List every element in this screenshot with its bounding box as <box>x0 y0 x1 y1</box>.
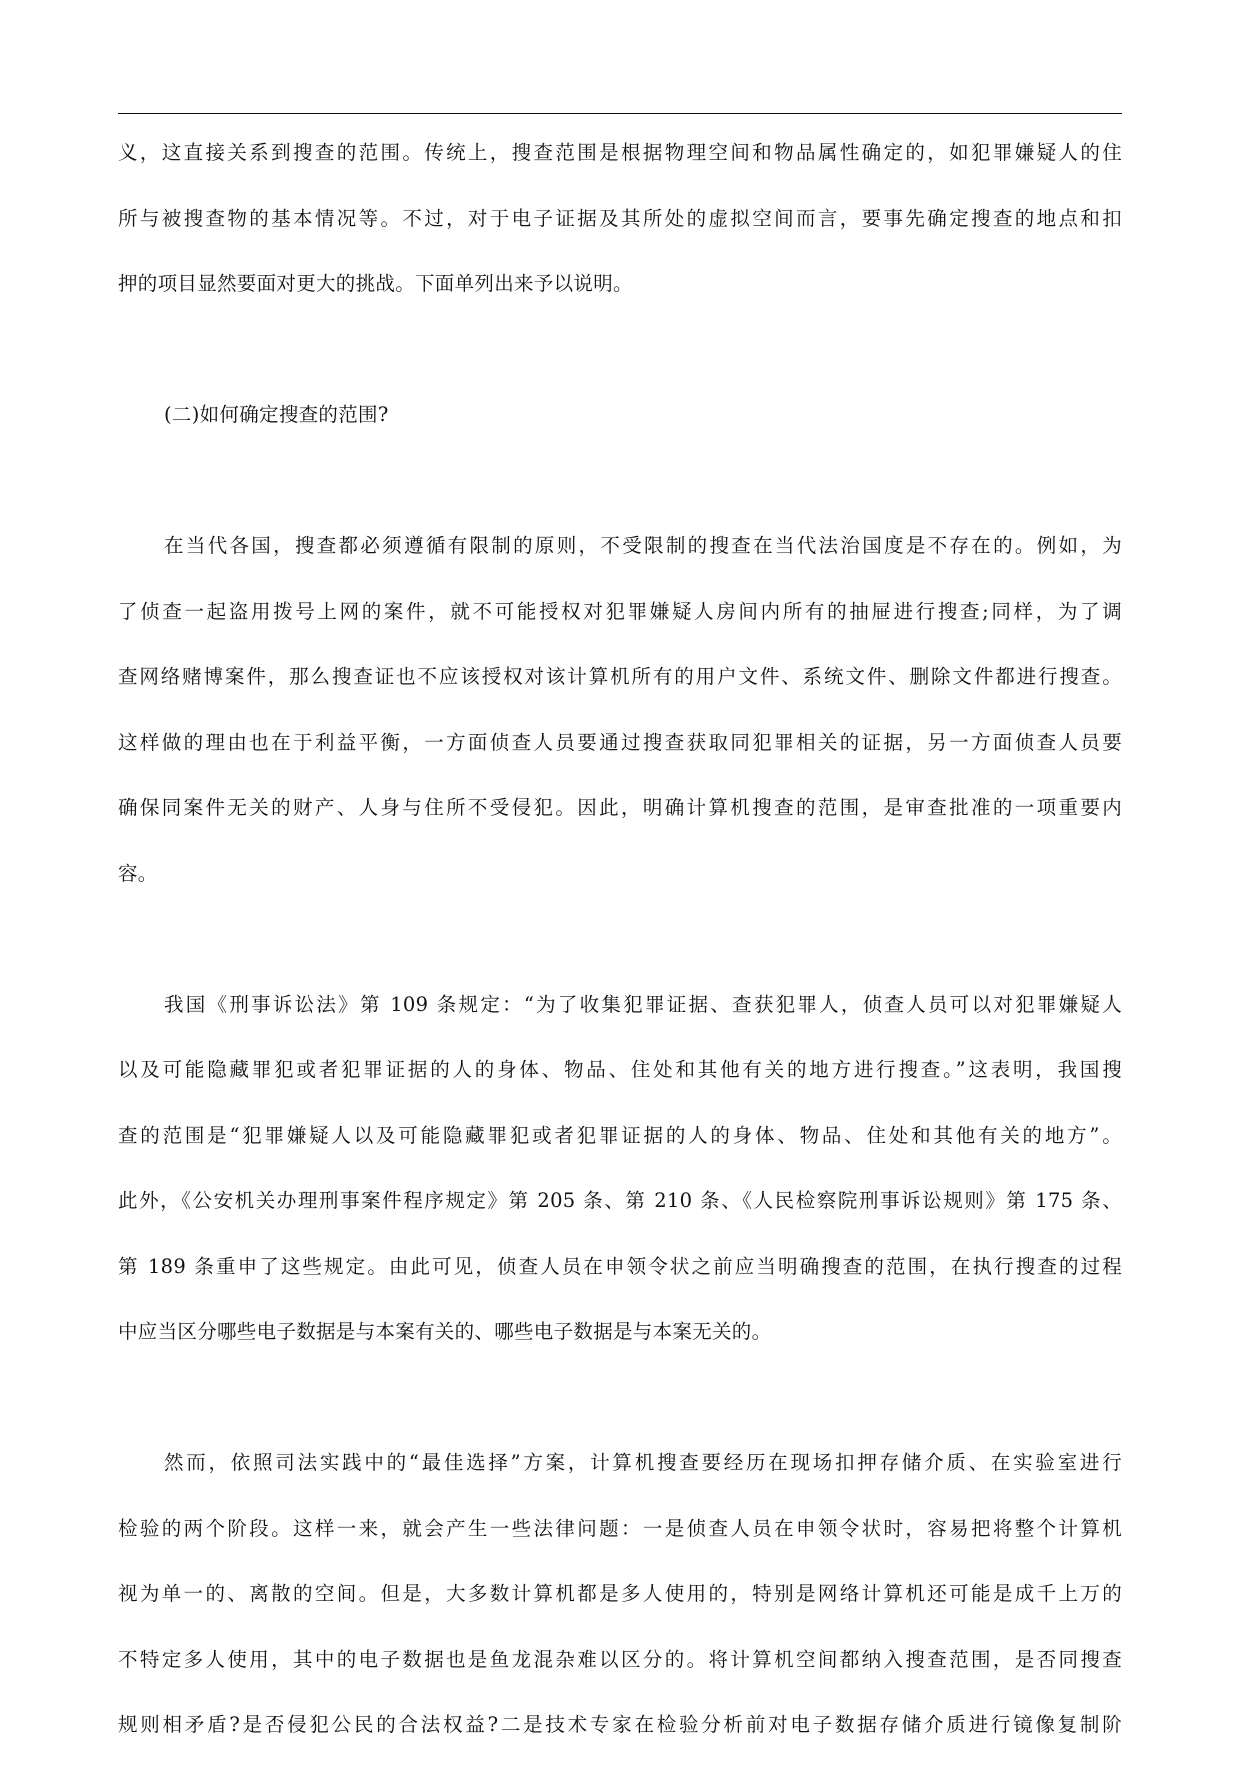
paragraph-gap <box>118 463 1122 499</box>
text-line: 中应当区分哪些电子数据是与本案有关的、哪些电子数据是与本案无关的。 <box>118 1320 772 1343</box>
paragraph-best-practice <box>118 1445 1122 1743</box>
paragraph-gap <box>118 1380 1122 1416</box>
text-line: 我国《刑事诉讼法》第 109 条规定：“为了收集犯罪证据、查获犯罪人，侦查人员可以对犯罪嫌疑人 <box>164 992 1122 1016</box>
section-heading-text: (二)如何确定搜查的范围? <box>164 403 389 426</box>
text-line: 查网络赌博案件，那么搜查证也不应该授权对该计算机所有的用户文件、系统文件、删除文件都进行搜查。 <box>118 665 1122 688</box>
text-line: 不特定多人使用，其中的电子数据也是鱼龙混杂难以区分的。将计算机空间都纳入搜查范围，是否同搜查 <box>118 1647 1122 1671</box>
paragraph-gap <box>118 921 1122 957</box>
text-line: 所与被搜查物的基本情况等。不过，对于电子证据及其所处的虚拟空间而言，要事先确定搜查的地点和扣 <box>118 206 1122 230</box>
text-line: 第 189 条重申了这些规定。由此可见，侦查人员在申领令状之前应当明确搜查的范围，在执行搜查的过程 <box>118 1254 1122 1278</box>
paragraph-continued <box>118 135 1122 302</box>
text-line: 视为单一的、离散的空间。但是，大多数计算机都是多人使用的，特别是网络计算机还可能是成千上万的 <box>118 1582 1122 1605</box>
text-line: 确保同案件无关的财产、人身与住所不受侵犯。因此，明确计算机搜查的范围，是审查批准的一项重要内 <box>118 796 1122 819</box>
text-line: 义，这直接关系到搜查的范围。传统上，搜查范围是根据物理空间和物品属性确定的，如犯罪嫌疑人的住 <box>118 141 1122 164</box>
text-line: 押的项目显然要面对更大的挑战。下面单列出来予以说明。 <box>118 272 633 295</box>
text-line: 此外，《公安机关办理刑事案件程序规定》第 205 条、第 210 条、《人民检察院刑事诉讼规则》第 175 条、 <box>118 1189 1122 1212</box>
paragraph-gap <box>118 332 1122 368</box>
paragraph-criminal-procedure-law <box>118 987 1122 1351</box>
text-line: 在当代各国，搜查都必须遵循有限制的原则，不受限制的搜查在当代法治国度是不存在的。例如，为 <box>164 534 1122 557</box>
text-line: 以及可能隐藏罪犯或者犯罪证据的人的身体、物品、住处和其他有关的地方进行搜查。”这表明，我国搜 <box>118 1058 1122 1081</box>
header-rule <box>118 113 1122 114</box>
document-body <box>118 135 1122 1773</box>
paragraph-scope-principle <box>118 528 1122 892</box>
text-line: 规则相矛盾?是否侵犯公民的合法权益?二是技术专家在检验分析前对电子数据存储介质进行镜像复制阶 <box>118 1713 1122 1736</box>
text-line: 容。 <box>118 861 158 885</box>
text-line: 这样做的理由也在于利益平衡，一方面侦查人员要通过搜查获取同犯罪相关的证据，另一方面侦查人员要 <box>118 730 1122 754</box>
text-line: 了侦查一起盗用拨号上网的案件，就不可能授权对犯罪嫌疑人房间内所有的抽屉进行搜查;同样，为了调 <box>118 599 1122 623</box>
section-heading <box>118 397 1122 433</box>
text-line: 检验的两个阶段。这样一来，就会产生一些法律问题：一是侦查人员在申领令状时，容易把将整个计算机 <box>118 1516 1122 1540</box>
text-line: 查的范围是“犯罪嫌疑人以及可能隐藏罪犯或者犯罪证据的人的身体、物品、住处和其他有关的地方”。 <box>118 1123 1122 1147</box>
text-line: 然而，依照司法实践中的“最佳选择”方案，计算机搜查要经历在现场扣押存储介质、在实验室进行 <box>164 1451 1122 1474</box>
